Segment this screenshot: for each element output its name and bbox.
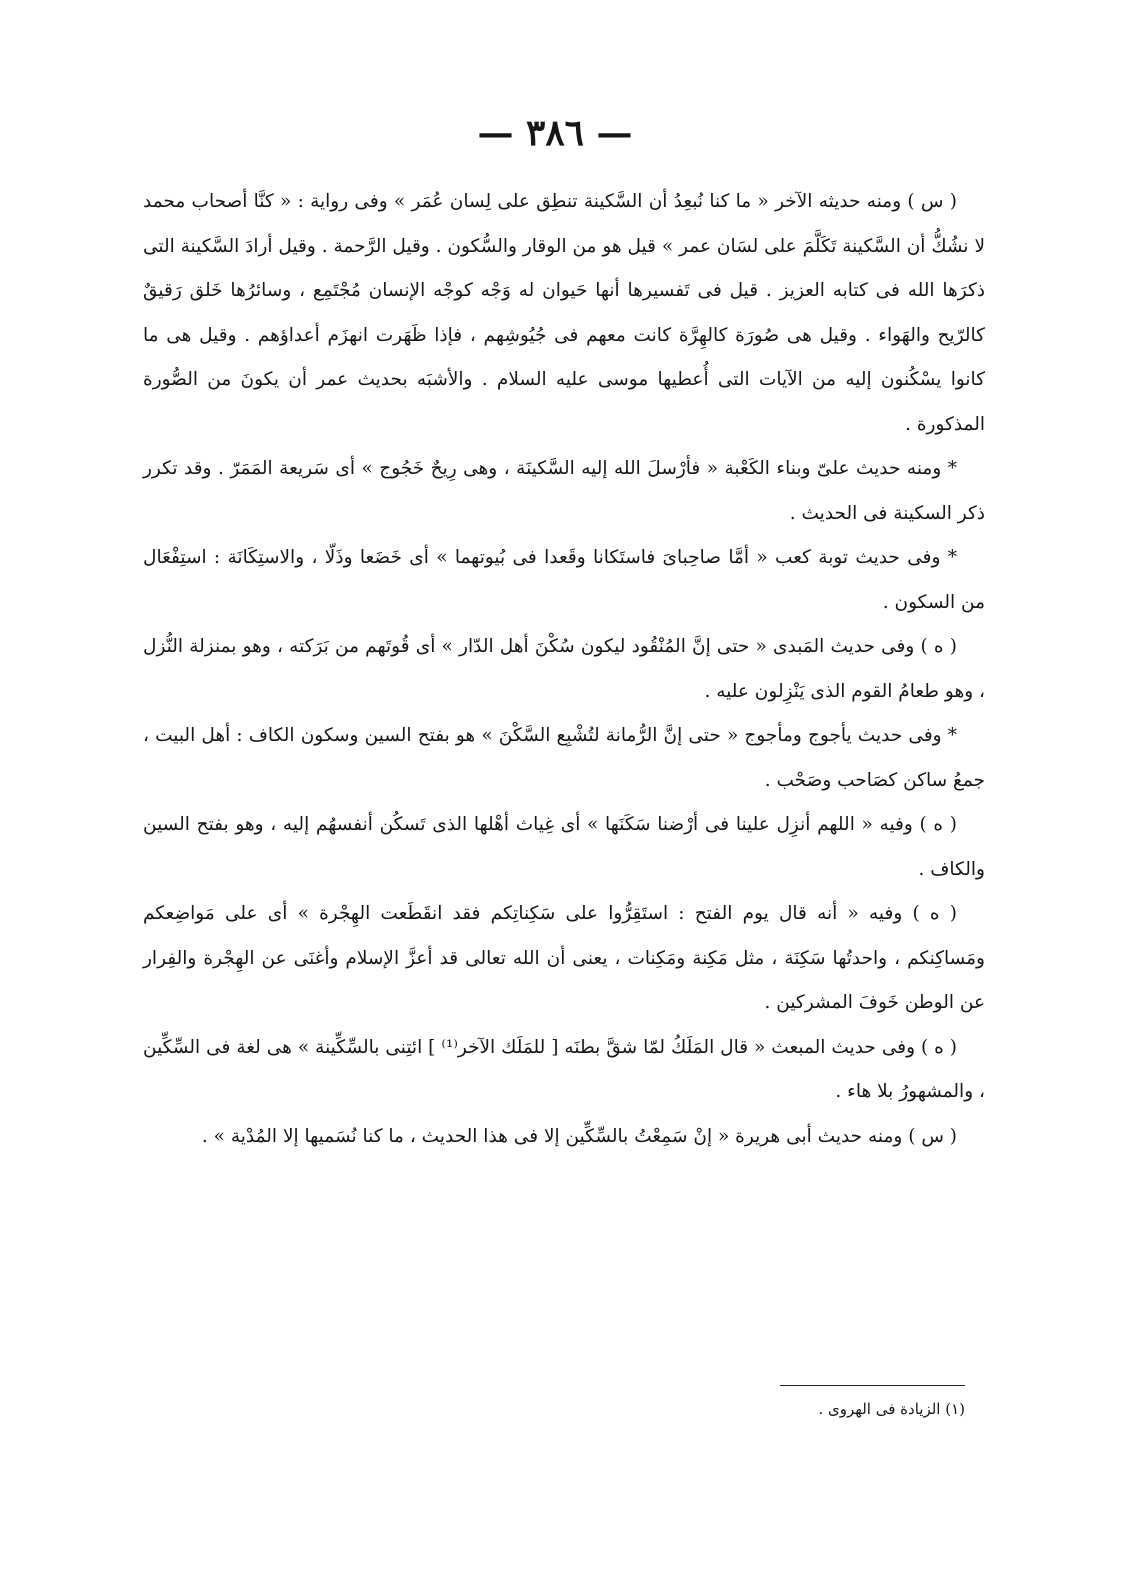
page-number: — ٣٨٦ — [477,112,633,154]
paragraph-sakina-umar: ( س ) ومنه حديثه الآخر « ما كنا نُبعِدُ أن السَّكينة تنطِق على لِسان عُمَر » وفى رواية : « كنَّا أصحاب محمد لا نشُكُّ أن السَّكينة تَكَلَّمَ على لسَان عمر » قيل هو من الوقار والسُّكون . وقيل الرَّحمة . وقيل أرادَ السَّكينة التى ذكرَها الله فى كتابه العزيز . قيل فى تَفسيرها أنها حَيوان له وَجْه كوجْه الإنسان مُجْتَمِع ، وسائرُها خَلق رَقيقٌ كالرّيح والهَواء . وقيل هى صُورَة كالهِرَّة كانت معهم فى جُيُوشِهم ، فإذا ظَهَرت انهزَم أعداؤهم . وقيل هى ما كانوا يسْكُنون إليه من الآيات التى أُعطيها موسى عليه السلام . والأشبَه بحديث عمر أن يكونَ من الصُّورة المذكورة . [142,191,985,435]
paragraph-yajuj-majuj: * وفى حديث يأجوج ومأجوج « حتى إنَّ الرُّمانة لتُشْبِع السَّكْنَ » هو بفتح السين وسكون الكاف : أهل البيت ، جمعُ ساكن كصَاحب وصَحْب . [143,725,985,791]
paragraph-sakanaha: ( ه ) وفيه « اللهم أنزِل علينا فى أرْضنا سَكَنَها » أى غِياث أهْلها الذى تَسكُن أنفسهُم إليه ، وهو بفتح السين والكاف . [143,814,985,880]
paragraph-kaab-tawba: * وفى حديث توبة كعب « أمَّا صاحِباىَ فاستَكانا وقَعدا فى بُيوتهما » أى خَضَعا وذَلّا ، والاستِكَانَة : استِفْعَال من السكون . [143,547,985,613]
paragraph-abu-hurayra: ( س ) ومنه حديث أبى هريرة « إنْ سَمِعْتُ بالسِّكِّين إلا فى هذا الحديث ، ما كنا نُسَميها إلا المُدْية » . [201,1125,957,1147]
paragraph-sakinatikum: ( ه ) وفيه « أنه قال يوم الفتح : استَقِرُّوا على سَكِناتِكم فقد انقَطَعت الهِجْرة » أى على مَواضِعكم ومَساكِنكم ، واحدتُها سَكِنَة ، مثل مَكِنة ومَكِنات ، يعنى أن الله تعالى قد أعزَّ الإسلام وأغنَى عن الهِجْرة والفِرار عن الوطن خَوفَ المشركين . [143,903,985,1013]
paragraph-mabath: ( ه ) وفى حديث المبعث « قال المَلَكُ لمّا شقَّ بطنَه [ للمَلَك الآخر⁽¹⁾ ] ائتِنى بالسِّكِّينة » هى لغة فى السِّكِّين ، والمشهورُ بلا هاء . [143,1036,985,1102]
paragraph-ali-kaaba: * ومنه حديث علىّ وبناء الكَعْبة « فأرْسلَ الله إليه السَّكينَة ، وهى رِيحٌ خَجُوج » أى سَريعة المَمَرّ . وقد تكرر ذكر السكينة فى الحديث . [143,458,985,524]
footnote: (١) الزيادة فى الهروى . [818,1400,965,1418]
main-text [143,180,985,1159]
paragraph-mabda: ( ه ) وفى حديث المَبدى « حتى إنَّ المُنْقُود ليكون سُكْنَ أهل الدّار » أى قُوتَهم من بَرَكته ، وهو بمنزلة النُّزل ، وهو طعامُ القوم الذى يَنْزِلون عليه . [143,636,985,702]
footnote-divider [780,1385,965,1386]
